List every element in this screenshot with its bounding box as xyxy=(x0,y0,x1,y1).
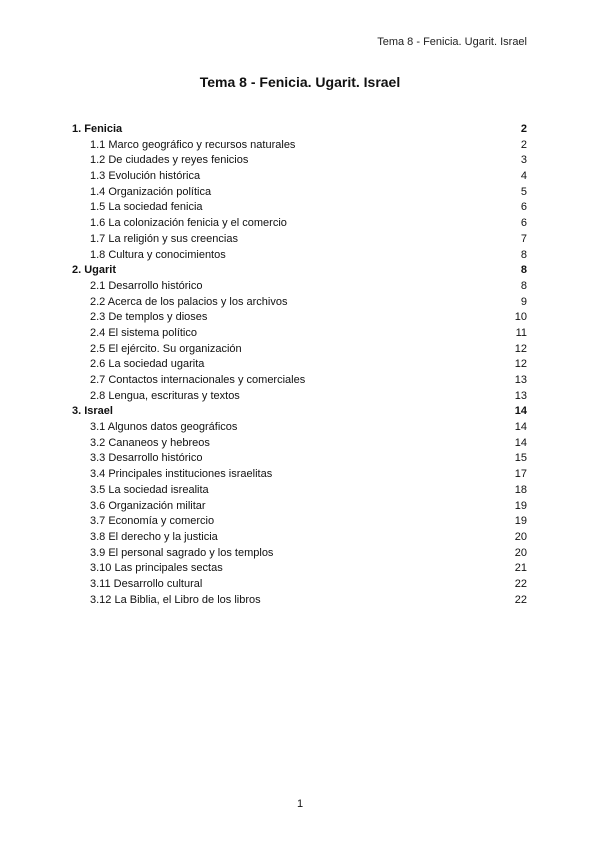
toc-entry[interactable] xyxy=(72,326,527,342)
toc-subsection-list xyxy=(72,279,527,405)
toc-entry-label: 3.2 Cananeos y hebreos xyxy=(90,436,210,449)
toc-entry[interactable] xyxy=(72,232,527,248)
toc-entry[interactable] xyxy=(72,138,527,154)
toc-entry-label: 1.2 De ciudades y reyes fenicios xyxy=(90,154,249,167)
toc-entry-page: 6 xyxy=(520,201,527,214)
toc-subsection-list xyxy=(72,420,527,608)
toc-entry-label: 3.11 Desarrollo cultural xyxy=(90,577,203,590)
toc-entry[interactable] xyxy=(72,593,527,609)
toc-entry-section[interactable] xyxy=(72,263,527,279)
toc-entry-label: 1.7 La religión y sus creencias xyxy=(90,232,238,245)
toc-entry-label: 2. Ugarit xyxy=(72,264,117,277)
toc-entry-label: 2.7 Contactos internacionales y comerciales xyxy=(90,374,306,386)
toc-entry[interactable] xyxy=(72,357,527,373)
toc-entry-page: 20 xyxy=(514,530,527,543)
toc-entry[interactable] xyxy=(72,185,527,201)
toc-entry-label: 1.3 Evolución histórica xyxy=(90,170,201,183)
document-title: Tema 8 - Fenicia. Ugarit. Israel xyxy=(199,74,401,90)
toc-entry-label: 3.10 Las principales sectas xyxy=(90,562,223,575)
toc-entry[interactable] xyxy=(72,420,527,436)
toc-entry-label: 2.6 La sociedad ugarita xyxy=(90,358,205,371)
toc-subsection-list xyxy=(72,138,527,264)
toc-entry-label: 1.5 La sociedad fenicia xyxy=(90,201,203,214)
page-number: 1 xyxy=(296,798,304,810)
toc-entry-page: 12 xyxy=(514,358,527,371)
toc-entry-page: 8 xyxy=(520,264,527,277)
toc-entry[interactable] xyxy=(72,514,527,530)
toc-entry[interactable] xyxy=(72,561,527,577)
toc-entry[interactable] xyxy=(72,467,527,483)
toc-entry-page: 10 xyxy=(514,311,527,324)
toc-entry-label: 1.8 Cultura y conocimientos xyxy=(90,248,226,261)
toc-entry-label: 2.3 De templos y dioses xyxy=(90,311,208,324)
toc-entry-page: 7 xyxy=(520,232,527,245)
toc-entry-page: 14 xyxy=(514,405,527,418)
toc-entry[interactable] xyxy=(72,310,527,326)
toc-entry-page: 13 xyxy=(514,389,527,402)
toc-entry[interactable] xyxy=(72,342,527,358)
toc-entry-page: 2 xyxy=(520,123,527,135)
toc-entry-section[interactable] xyxy=(72,122,527,138)
toc-entry-page: 3 xyxy=(520,154,527,167)
toc-entry-section[interactable] xyxy=(72,404,527,420)
running-header: Tema 8 - Fenicia. Ugarit. Israel xyxy=(377,36,527,48)
toc-entry-label: 1.1 Marco geográfico y recursos naturales xyxy=(90,138,296,151)
toc-entry-label: 3.7 Economía y comercio xyxy=(90,515,215,528)
toc-entry-page: 8 xyxy=(520,248,527,261)
toc-entry-label: 3.1 Algunos datos geográficos xyxy=(90,421,238,434)
toc-entry[interactable] xyxy=(72,546,527,562)
toc-entry-label: 2.1 Desarrollo histórico xyxy=(90,279,203,292)
toc-entry[interactable] xyxy=(72,389,527,405)
toc-entry-label: 3.4 Principales instituciones israelitas xyxy=(90,468,273,481)
toc-entry-page: 14 xyxy=(514,436,527,449)
toc-section xyxy=(72,122,527,263)
toc-entry-label: 3.9 El personal sagrado y los templos xyxy=(90,546,274,559)
toc-entry-label: 2.4 El sistema político xyxy=(90,326,197,339)
toc-entry-page: 19 xyxy=(514,515,527,528)
toc-entry-page: 21 xyxy=(514,562,527,575)
toc-entry-page: 14 xyxy=(514,421,527,434)
toc-entry-label: 3.5 La sociedad isrealita xyxy=(90,483,209,496)
toc-entry-page: 13 xyxy=(514,374,527,386)
toc-entry[interactable] xyxy=(72,279,527,295)
toc-entry-page: 6 xyxy=(520,217,527,230)
toc-entry[interactable] xyxy=(72,153,527,169)
toc-entry[interactable] xyxy=(72,436,527,452)
toc-entry-label: 1.4 Organización política xyxy=(90,185,212,198)
toc-entry-page: 2 xyxy=(520,138,527,151)
toc-entry[interactable] xyxy=(72,216,527,232)
toc-entry-label: 2.8 Lengua, escrituras y textos xyxy=(90,389,240,402)
toc-entry-page: 11 xyxy=(515,326,527,339)
toc-entry-label: 3.8 El derecho y la justicia xyxy=(90,530,218,543)
toc-entry[interactable] xyxy=(72,373,527,389)
toc-entry-label: 2.2 Acerca de los palacios y los archivos xyxy=(90,295,288,308)
toc-entry-label: 3.6 Organización militar xyxy=(90,499,206,512)
toc-section xyxy=(72,404,527,608)
toc-entry[interactable] xyxy=(72,483,527,499)
toc-entry-label: 3.12 La Biblia, el Libro de los libros xyxy=(90,593,261,606)
toc-entry[interactable] xyxy=(72,248,527,264)
toc-entry[interactable] xyxy=(72,577,527,593)
toc-entry[interactable] xyxy=(72,499,527,515)
toc-entry[interactable] xyxy=(72,200,527,216)
toc-entry-page: 17 xyxy=(514,468,527,481)
toc-entry[interactable] xyxy=(72,530,527,546)
toc-entry-page: 12 xyxy=(514,342,527,355)
toc-entry-page: 18 xyxy=(514,483,527,496)
toc-entry-label: 1.6 La colonización fenicia y el comercio xyxy=(90,217,287,230)
toc-entry[interactable] xyxy=(72,295,527,311)
toc-entry[interactable] xyxy=(72,169,527,185)
toc-entry-page: 9 xyxy=(520,295,527,308)
table-of-contents xyxy=(72,122,527,608)
toc-entry-page: 19 xyxy=(514,499,527,512)
toc-entry-page: 22 xyxy=(514,577,527,590)
toc-entry-page: 8 xyxy=(520,279,527,292)
toc-entry-page: 4 xyxy=(520,170,527,183)
toc-entry[interactable] xyxy=(72,451,527,467)
toc-entry-page: 22 xyxy=(514,593,527,606)
toc-entry-label: 1. Fenicia xyxy=(72,123,123,135)
toc-entry-page: 5 xyxy=(520,185,527,198)
toc-section xyxy=(72,263,527,404)
toc-entry-page: 15 xyxy=(514,452,527,465)
toc-entry-label: 3. Israel xyxy=(72,405,113,418)
toc-entry-label: 3.3 Desarrollo histórico xyxy=(90,452,203,465)
toc-entry-page: 20 xyxy=(514,546,527,559)
toc-entry-label: 2.5 El ejército. Su organización xyxy=(90,342,242,355)
